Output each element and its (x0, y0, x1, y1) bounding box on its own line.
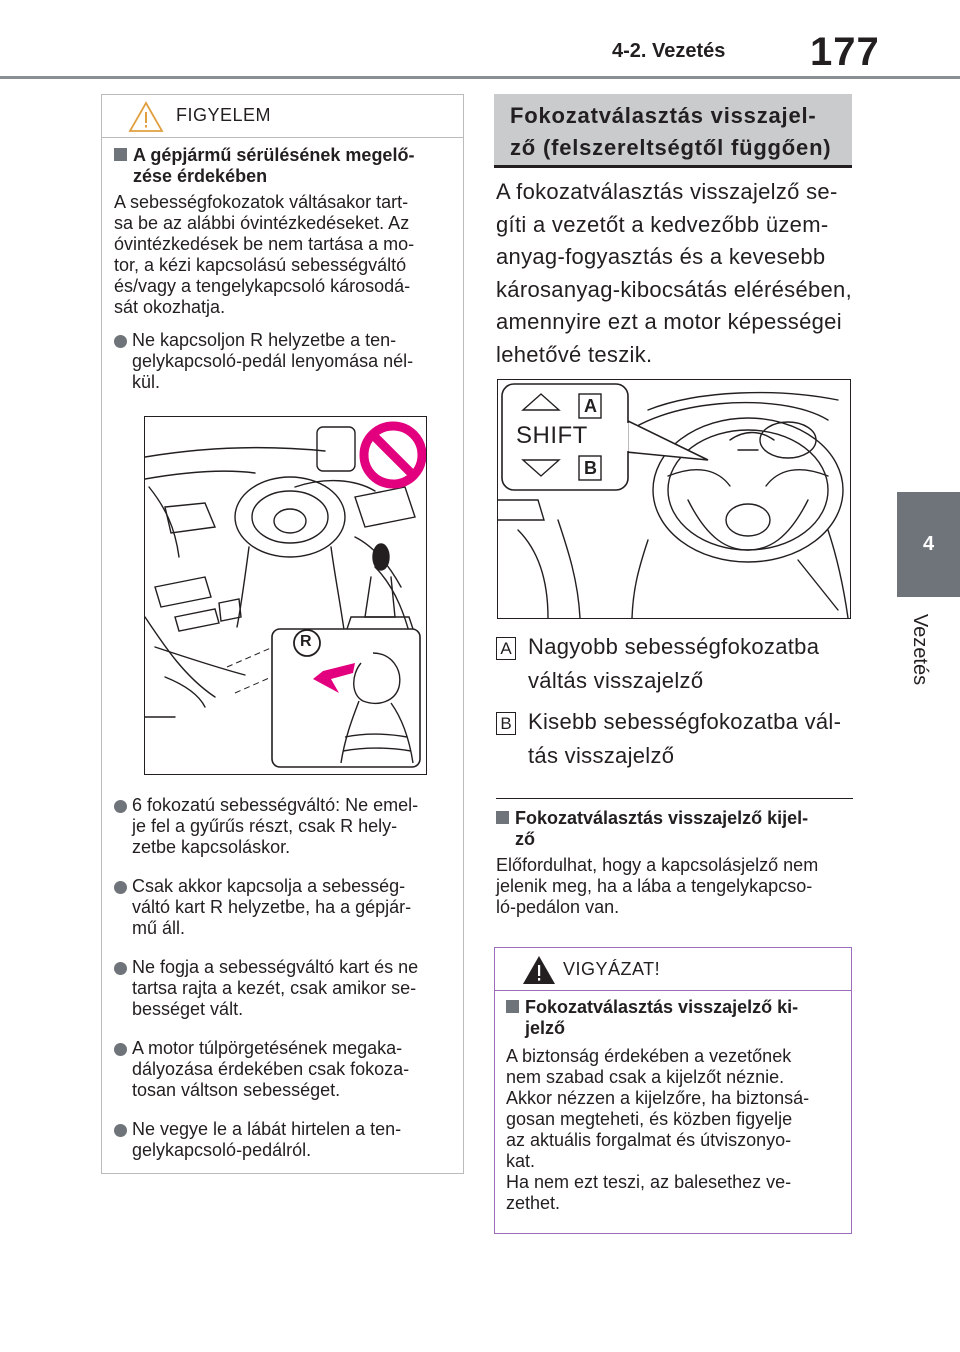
round-bullet-icon (114, 1043, 127, 1056)
header-rule (0, 76, 960, 79)
text-line: bességet vált. (132, 999, 244, 1019)
chapter-tab (897, 492, 960, 597)
sub-heading (496, 808, 852, 850)
round-bullet-icon (114, 962, 127, 975)
text-line: mű áll. (132, 918, 186, 938)
text-line: váltó kart R helyzetbe, ha a gépjár- (132, 897, 412, 917)
text-line: Csak akkor kapcsolja a sebesség- (132, 876, 406, 896)
text-line: A fokozatválasztás visszajelző se- (496, 179, 838, 204)
round-bullet-icon (114, 800, 127, 813)
text-line: tás visszajelző (528, 743, 675, 768)
text-line: sát okozhatja. (114, 297, 226, 317)
warning-bullet-4 (132, 957, 462, 1020)
warning-heading: FIGYELEM (176, 105, 272, 125)
warning-intro (114, 192, 459, 318)
callout-label-b: B (584, 458, 597, 478)
text-line: zethet. (506, 1193, 561, 1213)
text-line: Ne vegye le a lábát hirtelen a ten- (132, 1119, 402, 1139)
text-line: kül. (132, 372, 161, 392)
text-line: Ne fogja a sebességváltó kart és ne (132, 957, 419, 977)
caution-heading: VIGYÁZAT! (563, 959, 661, 979)
text-line: az aktuális forgalmat és útviszonyo- (506, 1130, 792, 1150)
text-line: sa be az alábbi óvintézkedéseket. Az (114, 213, 410, 233)
warning-subheading (114, 145, 459, 187)
text-line: Ha nem ezt teszi, az balesethez ve- (506, 1172, 792, 1192)
section-title: 4-2. Vezetés (612, 40, 726, 62)
caution-subheading (506, 997, 846, 1039)
square-bullet-icon (506, 1000, 519, 1013)
text-line: A sebességfokozatok váltásakor tart- (114, 192, 409, 212)
text-line: amennyire ezt a motor képességei (496, 309, 842, 334)
section-body (496, 176, 856, 371)
page-number: 177 (810, 30, 880, 74)
text-line: 6 fokozatú sebességváltó: Ne emel- (132, 795, 419, 815)
text-line: kat. (506, 1151, 536, 1171)
warning-subheading-line: zése érdekében (133, 166, 268, 186)
text-line: Előfordulhat, hogy a kapcsolásjelző nem (496, 855, 819, 875)
text-line: nem szabad csak a kijelzőt néznie. (506, 1067, 785, 1087)
shift-indicator-illustration (497, 379, 851, 619)
text-line: Nagyobb sebességfokozatba (528, 634, 820, 659)
warning-bullet-2 (132, 795, 462, 858)
dashboard-drawing (145, 417, 426, 774)
text-line: óvintézkedések be nem tartása a mo- (114, 234, 415, 254)
sub-body (496, 855, 856, 918)
chapter-label-container (880, 604, 960, 694)
item-b-text (528, 705, 858, 773)
text-line: váltás visszajelző (528, 668, 704, 693)
round-bullet-icon (114, 881, 127, 894)
tag-b: B (496, 712, 516, 735)
section-heading (494, 94, 852, 168)
text-line: anyag-fogyasztás és a kevesebb (496, 244, 826, 269)
text-line: lehetővé teszik. (496, 341, 653, 367)
text-line: gosan megteheti, és közben figyelje (506, 1109, 793, 1129)
section-heading-line: Fokozatválasztás visszajel- (510, 103, 817, 128)
text-line: tor, a kézi kapcsolású sebességváltó (114, 255, 407, 275)
text-line: Kisebb sebességfokozatba vál- (528, 709, 842, 734)
round-bullet-icon (114, 335, 127, 348)
text-line: A biztonság érdekében a vezetőnek (506, 1046, 792, 1066)
warning-triangle-icon (128, 101, 164, 133)
shift-text: SHIFT (516, 422, 588, 449)
warning-bullet-3 (132, 876, 462, 939)
gear-shift-illustration (144, 416, 427, 775)
section-divider (496, 798, 853, 799)
text-line: jelenik meg, ha a lába a tengelykapcso- (496, 876, 813, 896)
text-line: Akkor nézzen a kijelzőre, ha biztonsá- (506, 1088, 810, 1108)
section-heading-line: ző (felszereltségtől függően) (510, 135, 832, 160)
caution-body (506, 1046, 846, 1214)
warning-header (102, 95, 463, 138)
text-line: dályozása érdekében csak fokoza- (132, 1059, 410, 1079)
warning-subheading-line: A gépjármű sérülésének megelő- (133, 145, 415, 165)
text-line: je fel a gyűrűs részt, csak R hely- (132, 816, 398, 836)
text-line: károsanyag-kibocsátás elérésében, (496, 276, 852, 302)
text-line: tosan váltson sebességet. (132, 1080, 341, 1100)
caution-subheading-line: jelző (525, 1018, 566, 1038)
sub-heading-line: Fokozatválasztás visszajelző kijel- (515, 808, 809, 828)
item-a-text (528, 630, 858, 698)
text-line: Ne kapcsoljon R helyzetbe a ten- (132, 330, 397, 350)
tag-a: A (496, 637, 516, 660)
prohibited-sign-icon (364, 426, 422, 484)
sub-heading-line: ző (515, 829, 535, 849)
callout-label-a: A (584, 396, 597, 416)
caution-header (495, 948, 851, 991)
figure-letter-r: R (300, 633, 312, 650)
text-line: és/vagy a tengelykapcsoló károsodá- (114, 276, 411, 296)
warning-bullet-5 (132, 1038, 462, 1101)
text-line: gelykapcsoló-pedál lenyomása nél- (132, 351, 414, 371)
round-bullet-icon (114, 1124, 127, 1137)
caution-subheading-line: Fokozatválasztás visszajelző ki- (525, 997, 799, 1017)
text-line: tartsa rajta a kezét, csak amikor se- (132, 978, 417, 998)
text-line: gelykapcsoló-pedálról. (132, 1140, 312, 1160)
text-line: zetbe kapcsoláskor. (132, 837, 291, 857)
warning-bullet-6 (132, 1119, 462, 1161)
chapter-label: Vezetés (909, 613, 932, 685)
warning-bullet-1 (132, 330, 462, 393)
text-line: A motor túlpörgetésének megaka- (132, 1038, 403, 1058)
text-line: gíti a vezetőt a kedvezőbb üzem- (496, 211, 829, 237)
square-bullet-icon (496, 811, 509, 824)
steering-wheel-drawing (498, 380, 850, 618)
square-bullet-icon (114, 148, 127, 161)
text-line: ló-pedálon van. (496, 897, 620, 917)
chapter-number: 4 (922, 533, 935, 555)
caution-triangle-icon (521, 954, 557, 986)
